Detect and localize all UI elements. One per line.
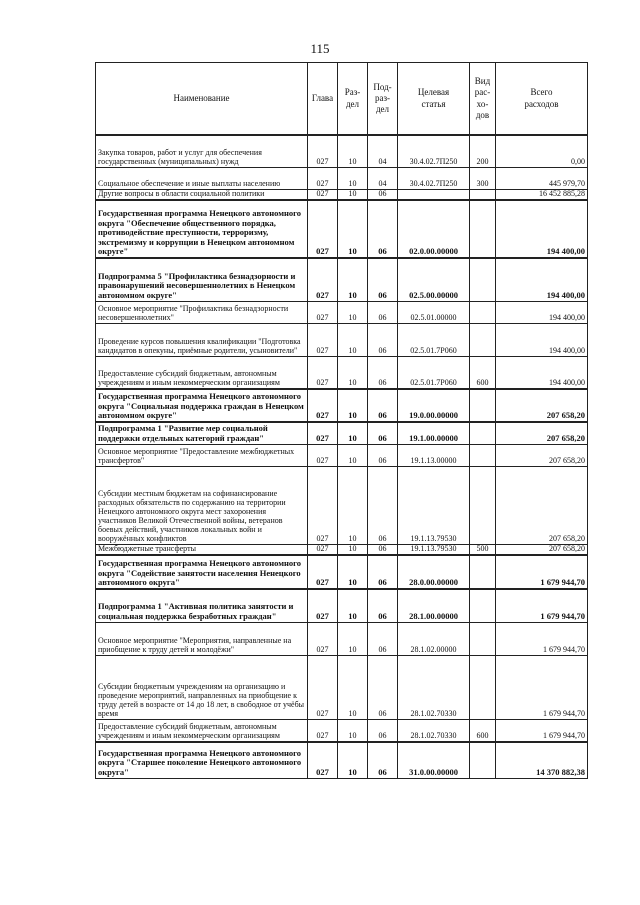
budget-table — [95, 62, 588, 779]
cell-section: 10 — [338, 655, 368, 719]
table-row — [96, 622, 588, 655]
col-header-section: Раз- дел — [338, 63, 368, 136]
cell-total: 1 679 944,70 — [496, 622, 588, 655]
cell-section: 10 — [338, 323, 368, 356]
cell-subsection: 04 — [368, 167, 398, 189]
cell-name: Закупка товаров, работ и услуг для обеспечения государственных (муниципальных) нужд — [96, 135, 308, 167]
cell-chapter: 027 — [308, 258, 338, 301]
cell-type — [470, 301, 496, 323]
cell-subsection: 06 — [368, 389, 398, 422]
cell-chapter: 027 — [308, 200, 338, 258]
cell-target — [398, 189, 470, 200]
cell-section: 10 — [338, 189, 368, 200]
cell-chapter: 027 — [308, 301, 338, 323]
cell-name: Основное мероприятие "Предоставление межбюджетных трансфертов" — [96, 444, 308, 466]
cell-subsection: 06 — [368, 356, 398, 389]
cell-name: Предоставление субсидий бюджетным, автономным учреждениям и иным некоммерческим организациям — [96, 719, 308, 742]
cell-target: 30.4.02.7П250 — [398, 135, 470, 167]
cell-section: 10 — [338, 444, 368, 466]
cell-subsection: 06 — [368, 466, 398, 544]
cell-subsection: 06 — [368, 323, 398, 356]
cell-name: Основное мероприятие "Мероприятия, направленные на приобщение к труду детей и молодёжи" — [96, 622, 308, 655]
cell-target: 31.0.00.00000 — [398, 742, 470, 778]
col-header-total: Всего расходов — [496, 63, 588, 136]
cell-section: 10 — [338, 301, 368, 323]
cell-name: Предоставление субсидий бюджетным, автономным учреждениям и иным некоммерческим организациям — [96, 356, 308, 389]
cell-chapter: 027 — [308, 466, 338, 544]
cell-target: 30.4.02.7П250 — [398, 167, 470, 189]
cell-section: 10 — [338, 258, 368, 301]
cell-total: 16 452 885,28 — [496, 189, 588, 200]
cell-section: 10 — [338, 544, 368, 555]
cell-chapter: 027 — [308, 189, 338, 200]
cell-section: 10 — [338, 719, 368, 742]
cell-type: 600 — [470, 719, 496, 742]
cell-total: 207 658,20 — [496, 389, 588, 422]
cell-type — [470, 622, 496, 655]
cell-type — [470, 589, 496, 622]
cell-name: Субсидии бюджетным учреждениям на организацию и проведение мероприятий, направленных на приобщение к труду детей в возрасте от 14 до 18 лет, в свободное от учёбы время — [96, 655, 308, 719]
cell-subsection: 06 — [368, 555, 398, 589]
cell-section: 10 — [338, 622, 368, 655]
table-row — [96, 323, 588, 356]
cell-subsection: 06 — [368, 742, 398, 778]
table-row — [96, 544, 588, 555]
table-row — [96, 258, 588, 301]
cell-target: 28.1.02.70330 — [398, 655, 470, 719]
cell-target: 19.1.13.79530 — [398, 466, 470, 544]
cell-section: 10 — [338, 200, 368, 258]
cell-name: Другие вопросы в области социальной политики — [96, 189, 308, 200]
table-row — [96, 466, 588, 544]
cell-target: 19.1.00.00000 — [398, 422, 470, 444]
cell-chapter: 027 — [308, 444, 338, 466]
cell-chapter: 027 — [308, 422, 338, 444]
header-row — [96, 63, 588, 136]
cell-chapter: 027 — [308, 655, 338, 719]
col-header-subsection: Под- раз- дел — [368, 63, 398, 136]
cell-total: 207 658,20 — [496, 444, 588, 466]
cell-type: 500 — [470, 544, 496, 555]
cell-target: 02.5.01.7Р060 — [398, 356, 470, 389]
table-body — [96, 135, 588, 778]
cell-type — [470, 466, 496, 544]
cell-section: 10 — [338, 422, 368, 444]
table-row — [96, 655, 588, 719]
cell-target: 02.0.00.00000 — [398, 200, 470, 258]
cell-total: 0,00 — [496, 135, 588, 167]
cell-target: 19.1.13.79530 — [398, 544, 470, 555]
cell-chapter: 027 — [308, 719, 338, 742]
cell-total: 194 400,00 — [496, 356, 588, 389]
table-row — [96, 444, 588, 466]
cell-chapter: 027 — [308, 356, 338, 389]
cell-type: 600 — [470, 356, 496, 389]
cell-chapter: 027 — [308, 323, 338, 356]
cell-subsection: 06 — [368, 719, 398, 742]
cell-subsection: 06 — [368, 544, 398, 555]
cell-chapter: 027 — [308, 389, 338, 422]
cell-chapter: 027 — [308, 589, 338, 622]
cell-chapter: 027 — [308, 742, 338, 778]
cell-chapter: 027 — [308, 135, 338, 167]
page-number: 115 — [310, 41, 330, 56]
cell-name: Государственная программа Ненецкого автономного округа "Обеспечение общественного порядка, противодействие преступности, терроризму, экстремизму и коррупции в Ненецком автономном округе" — [96, 200, 308, 258]
cell-subsection: 06 — [368, 422, 398, 444]
table-row — [96, 301, 588, 323]
table-row — [96, 742, 588, 778]
cell-type — [470, 200, 496, 258]
cell-subsection: 06 — [368, 200, 398, 258]
cell-target: 28.0.00.00000 — [398, 555, 470, 589]
cell-total: 14 370 882,38 — [496, 742, 588, 778]
cell-type — [470, 742, 496, 778]
cell-total: 445 979,70 — [496, 167, 588, 189]
col-header-target: Целевая статья — [398, 63, 470, 136]
cell-section: 10 — [338, 135, 368, 167]
cell-type — [470, 555, 496, 589]
cell-total: 1 679 944,70 — [496, 655, 588, 719]
table-row — [96, 167, 588, 189]
cell-total: 207 658,20 — [496, 544, 588, 555]
cell-section: 10 — [338, 589, 368, 622]
cell-name: Государственная программа Ненецкого автономного округа "Содействие занятости населения Ненецкого автономного округа" — [96, 555, 308, 589]
cell-name: Межбюджетные трансферты — [96, 544, 308, 555]
cell-name: Субсидии местным бюджетам на софинансирование расходных обязательств по содержанию на территории Ненецкого автономного округа мест захоронения участников Великой Отечественной войны, ветеранов боевых действий, участников локальных войн и вооружённых конфликтов — [96, 466, 308, 544]
cell-subsection: 06 — [368, 258, 398, 301]
cell-name: Проведение курсов повышения квалификации "Подготовка кандидатов в опекуны, приёмные родители, усыновители" — [96, 323, 308, 356]
cell-total: 194 400,00 — [496, 258, 588, 301]
cell-subsection: 06 — [368, 589, 398, 622]
cell-name: Подпрограмма 1 "Активная политика занятости и социальная поддержка безработных граждан" — [96, 589, 308, 622]
cell-type: 200 — [470, 135, 496, 167]
cell-section: 10 — [338, 555, 368, 589]
cell-type: 300 — [470, 167, 496, 189]
table-row — [96, 719, 588, 742]
cell-subsection: 06 — [368, 444, 398, 466]
cell-name: Подпрограмма 5 "Профилактика безнадзорности и правонарушений несовершеннолетних в Ненецком автономном округе" — [96, 258, 308, 301]
cell-name: Подпрограмма 1 "Развитие мер социальной поддержки отдельных категорий граждан" — [96, 422, 308, 444]
cell-chapter: 027 — [308, 555, 338, 589]
cell-target: 02.5.01.7Р060 — [398, 323, 470, 356]
cell-section: 10 — [338, 466, 368, 544]
cell-subsection: 06 — [368, 189, 398, 200]
cell-target: 19.1.13.00000 — [398, 444, 470, 466]
table-row — [96, 555, 588, 589]
cell-total: 207 658,20 — [496, 466, 588, 544]
table-row — [96, 189, 588, 200]
cell-subsection: 04 — [368, 135, 398, 167]
cell-target: 19.0.00.00000 — [398, 389, 470, 422]
cell-total: 1 679 944,70 — [496, 555, 588, 589]
cell-total: 207 658,20 — [496, 422, 588, 444]
cell-total: 194 400,00 — [496, 301, 588, 323]
cell-name: Основное мероприятие "Профилактика безнадзорности несовершеннолетних" — [96, 301, 308, 323]
cell-section: 10 — [338, 389, 368, 422]
col-header-type: Вид рас- хо- дов — [470, 63, 496, 136]
cell-type — [470, 389, 496, 422]
table-row — [96, 589, 588, 622]
cell-section: 10 — [338, 742, 368, 778]
cell-type — [470, 323, 496, 356]
cell-target: 02.5.01.00000 — [398, 301, 470, 323]
cell-target: 02.5.00.00000 — [398, 258, 470, 301]
cell-subsection: 06 — [368, 622, 398, 655]
cell-type — [470, 422, 496, 444]
cell-subsection: 06 — [368, 655, 398, 719]
cell-section: 10 — [338, 167, 368, 189]
table-row — [96, 422, 588, 444]
cell-name: Государственная программа Ненецкого автономного округа "Социальная поддержка граждан в Ненецком автономном округе" — [96, 389, 308, 422]
cell-chapter: 027 — [308, 167, 338, 189]
cell-type — [470, 444, 496, 466]
cell-type — [470, 258, 496, 301]
table-row — [96, 389, 588, 422]
cell-target: 28.1.02.70330 — [398, 719, 470, 742]
cell-section: 10 — [338, 356, 368, 389]
cell-total: 1 679 944,70 — [496, 719, 588, 742]
table-row — [96, 356, 588, 389]
cell-type — [470, 655, 496, 719]
cell-target: 28.1.02.00000 — [398, 622, 470, 655]
cell-chapter: 027 — [308, 544, 338, 555]
cell-subsection: 06 — [368, 301, 398, 323]
cell-target: 28.1.00.00000 — [398, 589, 470, 622]
table-row — [96, 200, 588, 258]
cell-type — [470, 189, 496, 200]
table-row — [96, 135, 588, 167]
cell-chapter: 027 — [308, 622, 338, 655]
cell-total: 194 400,00 — [496, 200, 588, 258]
col-header-chapter: Глава — [308, 63, 338, 136]
cell-name: Социальное обеспечение и иные выплаты населению — [96, 167, 308, 189]
col-header-name: Наименование — [96, 63, 308, 136]
cell-name: Государственная программа Ненецкого автономного округа "Старшее поколение Ненецкого автономного округа" — [96, 742, 308, 778]
cell-total: 194 400,00 — [496, 323, 588, 356]
cell-total: 1 679 944,70 — [496, 589, 588, 622]
